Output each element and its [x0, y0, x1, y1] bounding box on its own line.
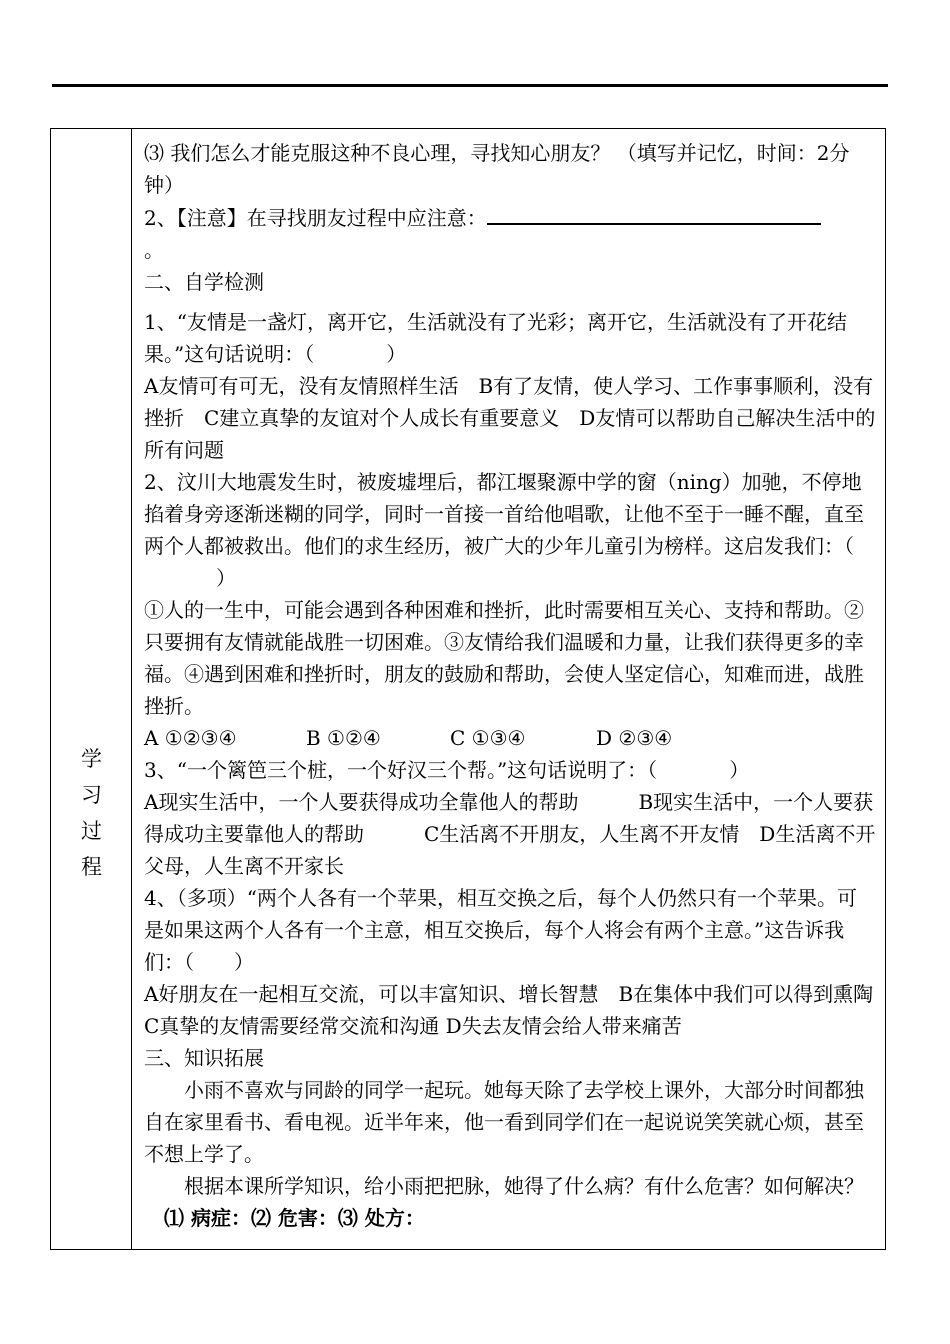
q4-options: A好朋友在一起相互交流，可以丰富知识、增长智慧 B在集体中我们可以得到熏陶 C真挚的友情需要经常交流和沟通 D失去友情会给人带来痛苦 — [144, 982, 894, 1038]
q2-option-a: A ①②③④ — [144, 726, 237, 750]
side-label-char: 习 — [81, 783, 102, 807]
q3-options: A现实生活中，一个人要获得成功全靠他人的帮助 B现实生活中，一个人要获得成功主要靠他人的帮助 C生活离不开朋友，人生离不开友情 D生活离不开父母，人生离不开家长 — [144, 790, 876, 878]
worksheet-table — [50, 128, 894, 1250]
answer-line: ⑴ 病症：⑵ 危害：⑶ 处方： — [164, 1206, 425, 1230]
side-label-char: 程 — [81, 855, 102, 879]
q4-stem-text: 4、（多项）“两个人各有一个苹果，相互交换之后，每个人仍然只有一个苹果。可是如果这两个人各有一个主意，相互交换后，每个人将会有两个主意。”这告诉我们：（ — [144, 886, 857, 974]
q1-stem — [144, 306, 876, 370]
q2-stem — [144, 466, 876, 594]
q2-option-c: C ①③④ — [450, 726, 526, 750]
side-label-char: 过 — [81, 819, 102, 843]
q3-stem — [144, 754, 876, 786]
content-column — [144, 137, 894, 1234]
side-label-char: 学 — [81, 747, 102, 771]
q2-close: ） — [216, 566, 236, 590]
q3-close: ） — [729, 758, 750, 782]
case-text: 小雨不喜欢与同龄的同学一起玩。她每天除了去学校上课外，大部分时间都独自在家里看书、看电视。近半年来，他一看到同学们在一起说说笑笑就心烦，甚至不想上学了。 — [144, 1078, 864, 1166]
note-line — [144, 201, 876, 234]
q2-statements: ①人的一生中，可能会遇到各种困难和挫折，此时需要相互关心、支持和帮助。②只要拥有友情就能战胜一切困难。③友情给我们温暖和力量，让我们获得更多的幸福。④遇到困难和挫折时，朋友的鼓励和帮助，会使人坚定信心，知难而进，战胜挫折。 — [144, 598, 864, 718]
reflection-question: ⑶ 我们怎么才能克服这种不良心理，寻找知心朋友？ （填写并记忆，时间：2分钟） — [144, 141, 850, 197]
note-label: 2、【注意】在寻找朋友过程中应注意： — [144, 206, 487, 230]
q2-options — [144, 722, 876, 754]
q2-option-b: B ①②④ — [306, 726, 381, 750]
label-column — [51, 129, 132, 1249]
q2-stem-text: 2、汶川大地震发生时，被废墟埋后，都江堰聚源中学的窗（ning）加驰，不停地掐着身旁逐渐迷糊的同学，同时一首接一首给他唱歌，让他不至于一睡不醒，直至两个人都被救出。他们的求生经历，被广大的少年儿童引为榜样。这启发我们：（ — [144, 470, 864, 558]
q1-close: ） — [386, 342, 407, 366]
note-end: 。 — [144, 238, 164, 262]
q2-option-d: D ②③④ — [596, 726, 673, 750]
q3-stem-text: 3、“一个篱笆三个桩，一个好汉三个帮。”这句话说明了：（ — [144, 758, 658, 782]
case-question: 根据本课所学知识，给小雨把把脉，她得了什么病？有什么危害？如何解决？ — [184, 1174, 864, 1198]
q4-close: ） — [234, 950, 254, 974]
section2-title: 二、自学检测 — [144, 270, 264, 294]
section3-title: 三、知识拓展 — [144, 1046, 264, 1070]
q1-options: A友情可有可无，没有友情照样生活 B有了友情，使人学习、工作事事顺利，没有挫折 C建立真挚的友谊对个人成长有重要意义 D友情可以帮助自己解决生活中的所有问题 — [144, 374, 876, 462]
side-label — [51, 741, 132, 885]
q1-stem-text: 1、“友情是一盏灯，离开它，生活就没有了光彩；离开它，生活就没有了开花结果。”这句话说明：（ — [144, 310, 847, 366]
q4-stem — [144, 882, 876, 978]
header-rule — [52, 84, 888, 87]
note-blank[interactable] — [487, 201, 821, 225]
